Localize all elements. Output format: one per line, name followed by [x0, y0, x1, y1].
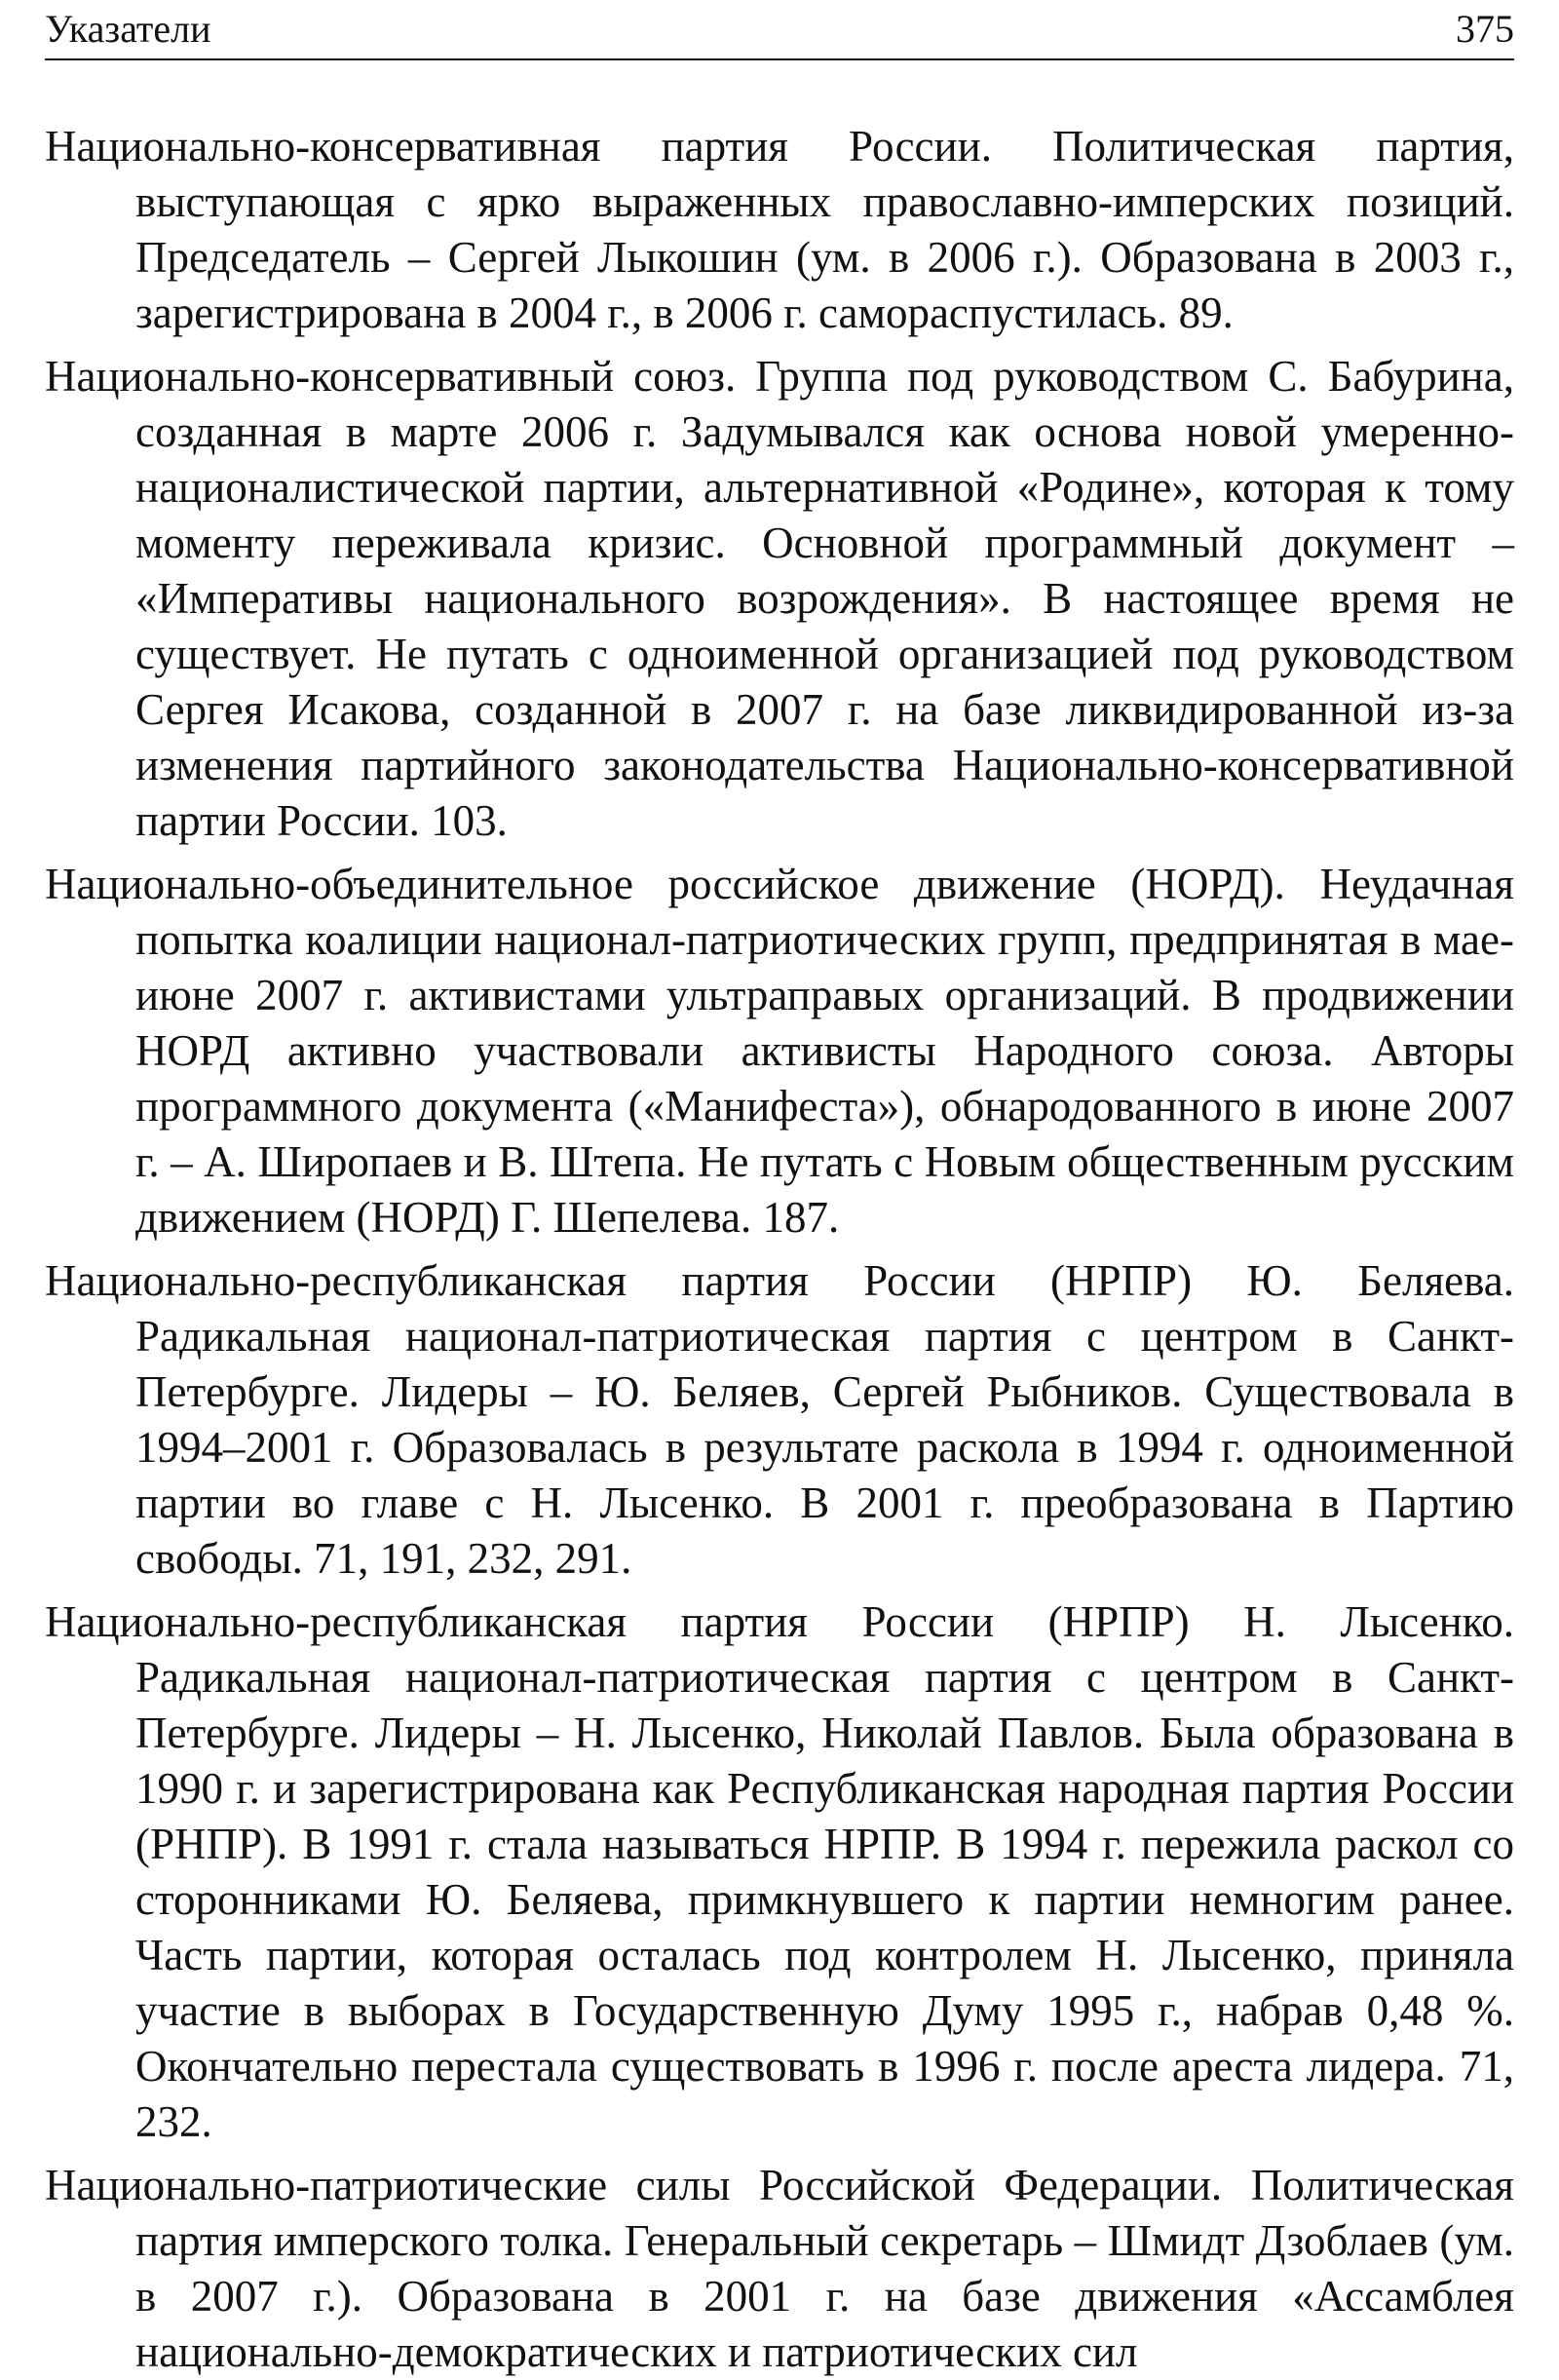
section-title: Указатели: [45, 7, 211, 51]
index-entry-2: Национально-консервативный союз. Группа под руководством С. Бабурина, созданная в марте 2006 г. Задумывался как основа новой умеренно-националистической партии, альтернативной «Родине», которая к тому моменту переживала кризис. Основной программный документ – «Императивы национального возрождения». В настоящее время не существует. Не путать с одноименной организацией под руководством Сергея Исакова, созданной в 2007 г. на базе ликвидированной из-за изменения партийного законодательства Национально-консервативной партии России. 103.: [45, 352, 1514, 845]
index-entry-6: Национально-патриотические силы Российской Федерации. Политическая партия имперского толка. Генеральный секретарь – Шмидт Дзоблаев (ум. в 2007 г.). Образована в 2001 г. на базе движения «Ассамблея национально-демократических и патриотических сил: [45, 2161, 1514, 2376]
index-entry-3: Национально-объединительное российское движение (НОРД). Неудачная попытка коалиции национал-патриотических групп, предпринятая в мае-июне 2007 г. активистами ультраправых организаций. В продвижении НОРД активно участвовали активисты Народного союза. Авторы программного документа («Манифеста»), обнародованного в июне 2007 г. – А. Широпаев и В. Штепа. Не путать с Новым общественным русским движением (НОРД) Г. Шепелева. 187.: [45, 860, 1514, 1242]
page-number: 375: [1456, 7, 1514, 51]
index-entry-1: Национально-консервативная партия России. Политическая партия, выступающая с ярко выраженных православно-имперских позиций. Председатель – Сергей Лыкошин (ум. в 2006 г.). Образована в 2003 г., зарегистрирована в 2004 г., в 2006 г. самораспустилась. 89.: [45, 122, 1514, 337]
running-head: [45, 0, 1514, 60]
index-entry-5: Национально-республиканская партия России (НРПР) Н. Лысенко. Радикальная национал-патриотическая партия с центром в Санкт-Петербурге. Лидеры – Н. Лысенко, Николай Павлов. Была образована в 1990 г. и зарегистрирована как Республиканская народная партия России (РНПР). В 1991 г. стала называться НРПР. В 1994 г. пережила раскол со сторонниками Ю. Беляева, примкнувшего к партии немногим ранее. Часть партии, которая осталась под контролем Н. Лысенко, приняла участие в выборах в Государственную Думу 1995 г., набрав 0,48 %. Окончательно перестала существовать в 1996 г. после ареста лидера. 71, 232.: [45, 1597, 1514, 2146]
index-entries: [45, 119, 1514, 2380]
index-entry-4: Национально-республиканская партия России (НРПР) Ю. Беляева. Радикальная национал-патриотическая партия с центром в Санкт-Петербурге. Лидеры – Ю. Беляев, Сергей Рыбников. Существовала в 1994–2001 г. Образовалась в результате раскола в 1994 г. одноименной партии во главе с Н. Лысенко. В 2001 г. преобразована в Партию свободы. 71, 191, 232, 291.: [45, 1256, 1514, 1583]
book-page: [45, 0, 1514, 2376]
